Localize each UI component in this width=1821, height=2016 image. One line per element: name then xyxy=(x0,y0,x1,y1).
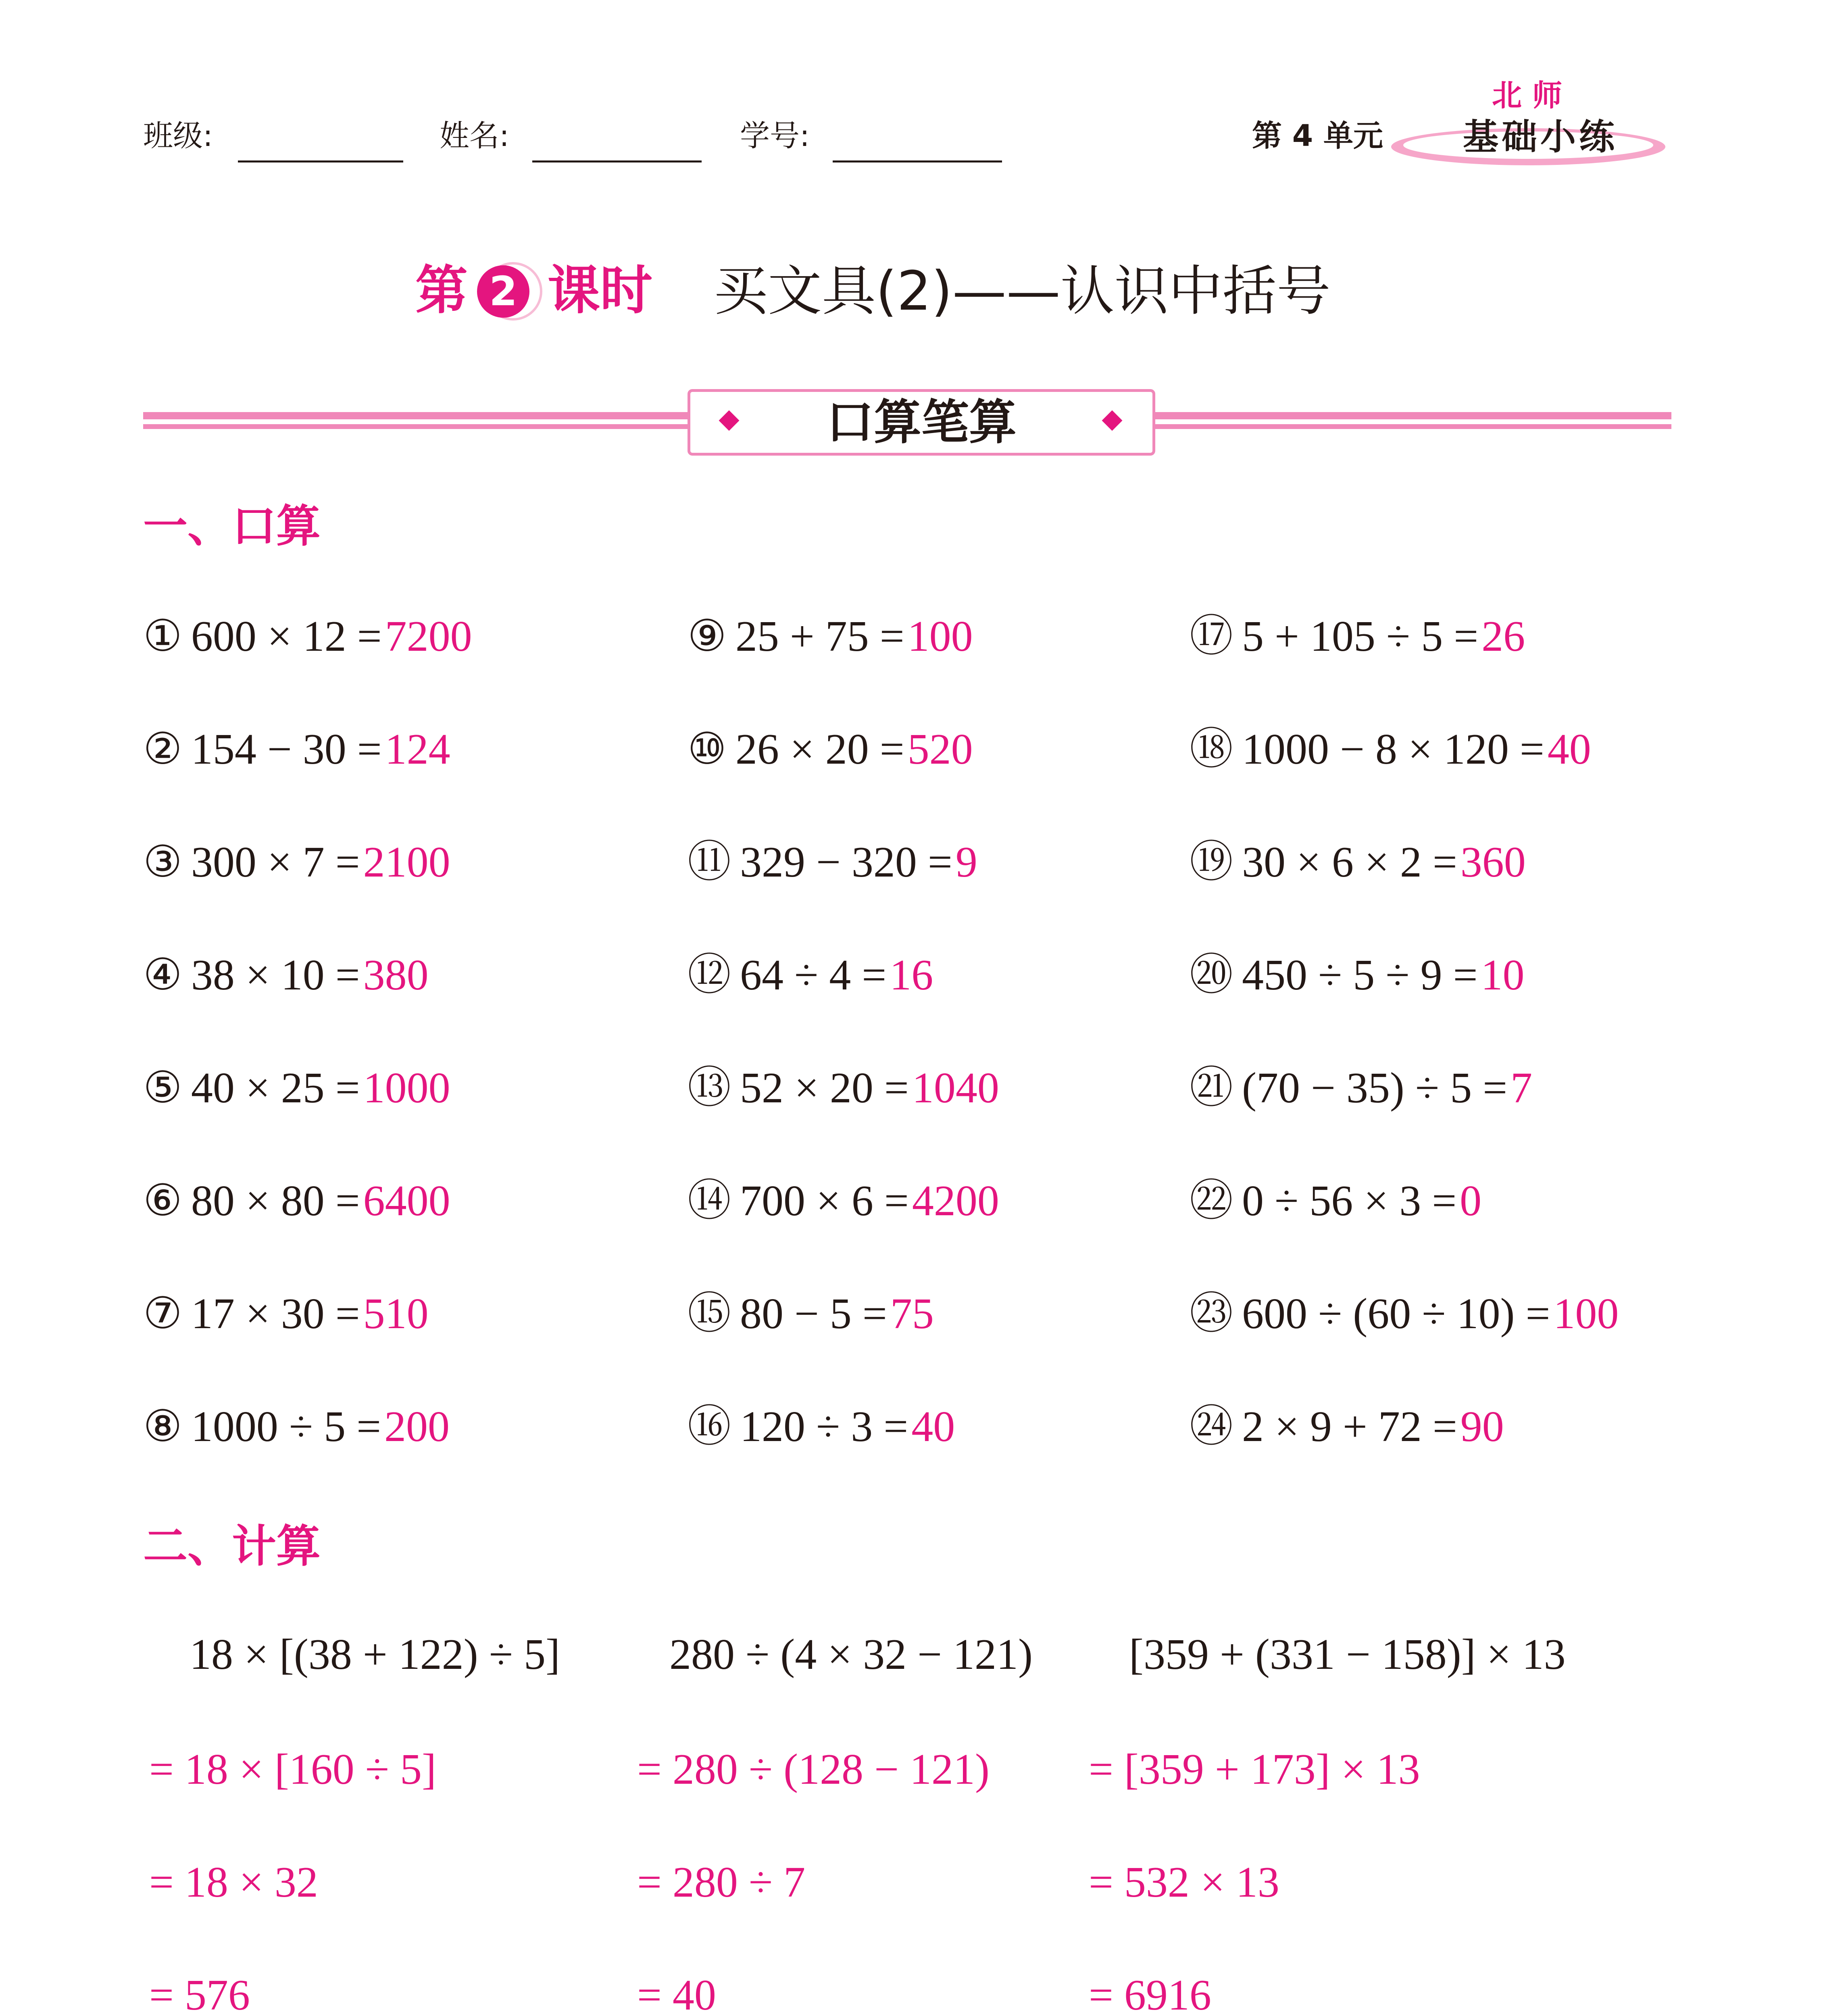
oral-item xyxy=(688,838,977,886)
item-expression: 2 × 9 + 72 = xyxy=(1242,1403,1457,1451)
item-answer: 16 xyxy=(890,951,933,999)
item-number: ⑲ xyxy=(1190,838,1233,886)
name-blank[interactable] xyxy=(532,160,702,162)
brand-top: 北师 xyxy=(1492,78,1573,113)
item-expression: 450 ÷ 5 ÷ 9 = xyxy=(1242,951,1478,999)
item-expression: 1000 ÷ 5 = xyxy=(191,1403,381,1451)
item-number: ⑯ xyxy=(688,1403,731,1451)
oral-item xyxy=(1190,725,1591,773)
item-number: ⑮ xyxy=(688,1290,731,1338)
item-expression: 40 × 25 = xyxy=(191,1064,360,1112)
item-answer: 75 xyxy=(890,1290,934,1338)
item-expression: 25 + 75 = xyxy=(735,612,904,660)
oral-item xyxy=(1190,612,1525,660)
calc-step: = 18 × [160 ÷ 5] xyxy=(149,1745,437,1793)
calc-expression: [359 + (331 − 158)] × 13 xyxy=(1129,1631,1566,1679)
item-number: ⑰ xyxy=(1190,612,1233,660)
calc-step: = 532 × 13 xyxy=(1089,1858,1279,1906)
item-number: ① xyxy=(143,612,182,660)
item-number: ㉔ xyxy=(1190,1403,1233,1451)
item-expression: 17 × 30 = xyxy=(191,1290,360,1338)
lesson-number: 2 xyxy=(477,265,529,318)
item-number: ㉑ xyxy=(1190,1064,1233,1112)
item-answer: 6400 xyxy=(363,1177,450,1225)
oral-item xyxy=(1190,1405,1504,1449)
item-number: ⑭ xyxy=(688,1177,731,1225)
item-expression: 38 × 10 = xyxy=(191,951,360,999)
calc-step: = [359 + 173] × 13 xyxy=(1089,1745,1420,1793)
calc-step: = 40 xyxy=(637,1971,716,2016)
item-expression: 600 × 12 = xyxy=(191,612,382,660)
oral-item xyxy=(1190,1292,1619,1336)
item-expression: 0 ÷ 56 × 3 = xyxy=(1242,1177,1457,1225)
oral-item xyxy=(688,612,973,660)
section1-title: 一、口算 xyxy=(143,500,321,552)
item-answer: 7200 xyxy=(385,612,472,660)
item-answer: 510 xyxy=(363,1290,429,1338)
lesson-suffix: 课时 xyxy=(548,260,653,321)
oral-item xyxy=(143,1066,450,1110)
item-number: ⑱ xyxy=(1190,725,1233,773)
class-label: 班级: xyxy=(143,119,213,153)
oral-item xyxy=(1190,1066,1532,1110)
lesson-prefix: 第 xyxy=(415,260,468,321)
item-expression: 154 − 30 = xyxy=(191,725,382,773)
oral-item xyxy=(143,1179,450,1223)
item-answer: 100 xyxy=(907,612,973,660)
item-expression: (70 − 35) ÷ 5 = xyxy=(1242,1064,1508,1112)
item-number: ② xyxy=(143,725,182,773)
calc-step: = 280 ÷ (128 − 121) xyxy=(637,1745,990,1793)
item-number: ⑬ xyxy=(688,1064,731,1112)
calc-step: = 576 xyxy=(149,1971,250,2016)
item-answer: 0 xyxy=(1460,1177,1482,1225)
oral-item xyxy=(688,1066,999,1110)
item-answer: 200 xyxy=(384,1403,450,1451)
name-label: 姓名: xyxy=(440,119,509,153)
oral-item xyxy=(1190,1179,1481,1223)
id-label: 学号: xyxy=(740,119,810,153)
oral-item xyxy=(143,951,429,999)
item-answer: 1000 xyxy=(363,1064,450,1112)
item-answer: 124 xyxy=(385,725,450,773)
item-expression: 80 × 80 = xyxy=(191,1177,360,1225)
item-expression: 329 − 320 = xyxy=(740,838,952,886)
oral-item xyxy=(143,1292,429,1336)
item-number: ⑳ xyxy=(1190,951,1233,999)
calc-step: = 280 ÷ 7 xyxy=(637,1858,806,1906)
oral-item xyxy=(688,1405,955,1449)
item-answer: 40 xyxy=(911,1403,955,1451)
unit-label: 第 4 单元 xyxy=(1252,119,1383,153)
item-answer: 380 xyxy=(363,951,429,999)
item-number: ⑪ xyxy=(688,838,731,886)
item-answer: 7 xyxy=(1511,1064,1533,1112)
item-number: ④ xyxy=(143,951,182,999)
item-number: ⑥ xyxy=(143,1177,182,1225)
item-expression: 30 × 6 × 2 = xyxy=(1242,838,1457,886)
item-answer: 1040 xyxy=(912,1064,999,1112)
oral-item xyxy=(688,1292,934,1336)
id-blank[interactable] xyxy=(833,160,1002,162)
lesson-title: 买文具(2)——认识中括号 xyxy=(714,260,1331,323)
item-expression: 26 × 20 = xyxy=(735,725,904,773)
item-answer: 90 xyxy=(1460,1403,1504,1451)
oral-item xyxy=(688,1179,999,1223)
item-expression: 300 × 7 = xyxy=(191,838,360,886)
calc-step: = 6916 xyxy=(1089,1971,1211,2016)
item-answer: 100 xyxy=(1553,1290,1619,1338)
brand-main: 基础小练 xyxy=(1463,116,1618,158)
oral-item xyxy=(688,725,973,773)
item-number: ⑤ xyxy=(143,1064,182,1112)
oral-item xyxy=(143,725,450,773)
item-expression: 52 × 20 = xyxy=(740,1064,909,1112)
oral-item xyxy=(1190,951,1525,999)
item-answer: 26 xyxy=(1481,612,1525,660)
item-number: ⑦ xyxy=(143,1290,182,1338)
item-expression: 600 ÷ (60 ÷ 10) = xyxy=(1242,1290,1550,1338)
item-number: ③ xyxy=(143,838,182,886)
calc-step: = 18 × 32 xyxy=(149,1858,318,1906)
item-expression: 120 ÷ 3 = xyxy=(740,1403,908,1451)
item-answer: 4200 xyxy=(912,1177,999,1225)
item-number: ⑧ xyxy=(143,1403,182,1451)
oral-item xyxy=(143,612,472,660)
item-answer: 520 xyxy=(907,725,973,773)
banner-title: 口算笔算 xyxy=(826,394,1017,450)
item-expression: 64 ÷ 4 = xyxy=(740,951,887,999)
item-answer: 40 xyxy=(1547,725,1591,773)
class-blank[interactable] xyxy=(238,160,403,162)
item-answer: 9 xyxy=(955,838,977,886)
item-number: ⑨ xyxy=(688,612,727,660)
oral-item xyxy=(143,1405,450,1449)
calc-expression: 18 × [(38 + 122) ÷ 5] xyxy=(190,1631,560,1679)
item-number: ㉒ xyxy=(1190,1177,1233,1225)
oral-item xyxy=(688,951,933,999)
item-expression: 1000 − 8 × 120 = xyxy=(1242,725,1544,773)
item-answer: 360 xyxy=(1460,838,1526,886)
item-answer: 10 xyxy=(1481,951,1525,999)
item-expression: 80 − 5 = xyxy=(740,1290,887,1338)
item-expression: 5 + 105 ÷ 5 = xyxy=(1242,612,1479,660)
item-number: ⑩ xyxy=(688,725,727,773)
calc-expression: 280 ÷ (4 × 32 − 121) xyxy=(669,1631,1033,1679)
item-number: ⑫ xyxy=(688,951,731,999)
item-expression: 700 × 6 = xyxy=(740,1177,909,1225)
item-number: ㉓ xyxy=(1190,1290,1233,1338)
item-answer: 2100 xyxy=(363,838,450,886)
oral-item xyxy=(1190,838,1526,886)
section2-title: 二、计算 xyxy=(143,1520,321,1572)
oral-item xyxy=(143,838,450,886)
